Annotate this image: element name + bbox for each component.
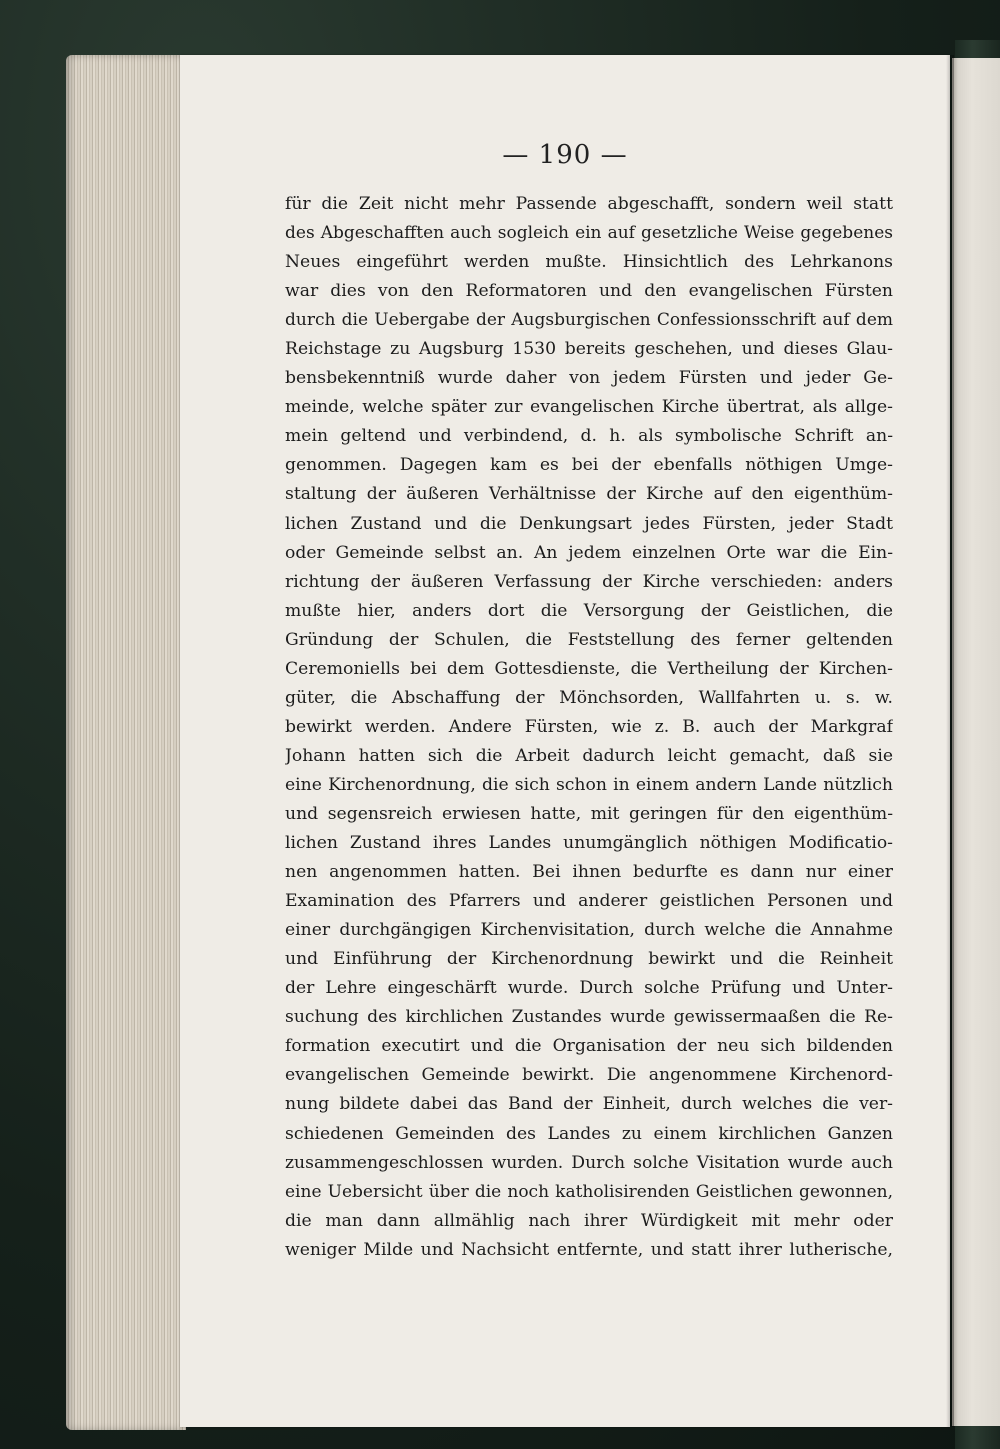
text-line: des Abgeschafften auch sogleich ein auf gesetzliche Weise gegebenes (285, 223, 893, 244)
text-line: war dies von den Reformatoren und den evangelischen Fürsten (285, 281, 893, 302)
page-edges (66, 55, 186, 1430)
text-line: eine Uebersicht über die noch katholisirenden Geistlichen gewonnen, (285, 1181, 893, 1202)
text-line: durch die Uebergabe der Augsburgischen Confessionsschrift auf dem (285, 310, 893, 331)
page-gutter (946, 55, 954, 1427)
text-line: lichen Zustand ihres Landes unumgänglich nöthigen Modificatio- (285, 833, 893, 854)
text-line: staltung der äußeren Verhältnisse der Kirche auf den eigenthüm- (285, 484, 893, 505)
facing-page-edge (952, 58, 1000, 1426)
text-line: güter, die Abschaffung der Mönchsorden, Wallfahrten u. s. w. (285, 687, 893, 708)
text-line: meinde, welche später zur evangelischen Kirche übertrat, als allge- (285, 397, 893, 418)
text-line: Gründung der Schulen, die Feststellung des ferner geltenden (285, 629, 893, 650)
text-line: richtung der äußeren Verfassung der Kirche verschieden: anders (285, 571, 893, 592)
text-line: oder Gemeinde selbst an. An jedem einzelnen Orte war die Ein- (285, 542, 893, 563)
text-line: die man dann allmählig nach ihrer Würdigkeit mit mehr oder (285, 1210, 893, 1231)
text-line: Examination des Pfarrers und anderer geistlichen Personen und (285, 891, 893, 912)
text-line: bewirkt werden. Andere Fürsten, wie z. B. auch der Markgraf (285, 716, 893, 737)
text-line: und segensreich erwiesen hatte, mit geringen für den eigenthüm- (285, 803, 893, 824)
text-line: suchung des kirchlichen Zustandes wurde gewissermaaßen die Re- (285, 1007, 893, 1028)
text-line: Ceremoniells bei dem Gottesdienste, die Vertheilung der Kirchen- (285, 658, 893, 679)
text-line: zusammengeschlossen wurden. Durch solche Visitation wurde auch (285, 1152, 893, 1173)
text-line: formation executirt und die Organisation der neu sich bildenden (285, 1036, 893, 1057)
text-line: Neues eingeführt werden mußte. Hinsichtlich des Lehrkanons (285, 252, 893, 273)
text-line: mußte hier, anders dort die Versorgung der Geistlichen, die (285, 600, 893, 621)
text-line: Johann hatten sich die Arbeit dadurch leicht gemacht, daß sie (285, 745, 893, 766)
text-line: genommen. Dagegen kam es bei der ebenfalls nöthigen Umge- (285, 455, 893, 476)
text-line: mein geltend und verbindend, d. h. als symbolische Schrift an- (285, 426, 893, 447)
page-number: — 190 — (502, 140, 628, 170)
text-line: und Einführung der Kirchenordnung bewirkt und die Reinheit (285, 949, 893, 970)
text-line: evangelischen Gemeinde bewirkt. Die angenommene Kirchenord- (285, 1065, 893, 1086)
text-line: lichen Zustand und die Denkungsart jedes Fürsten, jeder Stadt (285, 513, 893, 534)
text-line: weniger Milde und Nachsicht entfernte, und statt ihrer lutherische, (285, 1239, 893, 1260)
text-line: nung bildete dabei das Band der Einheit, durch welches die ver- (285, 1094, 893, 1115)
text-line: für die Zeit nicht mehr Passende abgeschafft, sondern weil statt (285, 194, 893, 214)
body-text (285, 190, 893, 1265)
text-line: nen angenommen hatten. Bei ihnen bedurfte es dann nur einer (285, 862, 893, 883)
text-line: Reichstage zu Augsburg 1530 bereits geschehen, und dieses Glau- (285, 339, 893, 360)
text-line: schiedenen Gemeinden des Landes zu einem kirchlichen Ganzen (285, 1123, 893, 1144)
text-line: der Lehre eingeschärft wurde. Durch solche Prüfung und Unter- (285, 978, 893, 999)
text-line: eine Kirchenordnung, die sich schon in einem andern Lande nützlich (285, 774, 893, 795)
text-line: bensbekenntniß wurde daher von jedem Fürsten und jeder Ge- (285, 368, 893, 389)
text-line: einer durchgängigen Kirchenvisitation, durch welche die Annahme (285, 920, 893, 941)
